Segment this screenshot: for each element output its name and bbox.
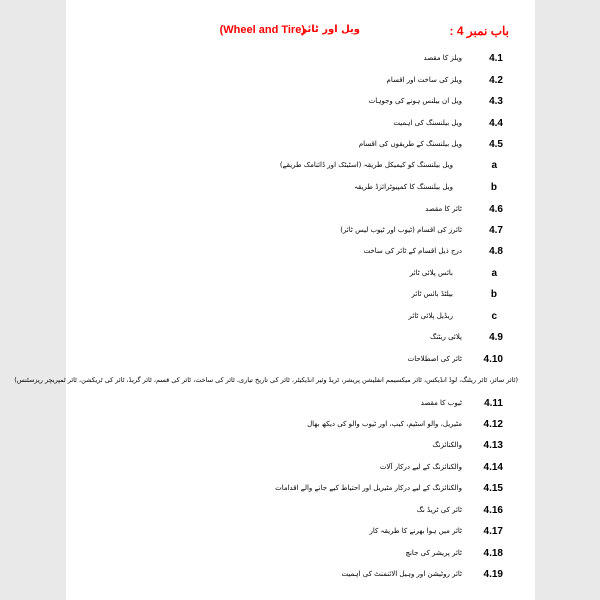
item-number: 4.12	[483, 419, 503, 430]
item-number: 4.10	[483, 354, 503, 365]
item-text: ٹائر میں ہوا بھرنے کا طریقہ کار	[369, 527, 462, 535]
chapter-label: باب نمبر 4 :	[449, 24, 509, 38]
item-number: 4.16	[483, 505, 503, 516]
item-text: والکنائزنگ کے لیے درکار آلات	[379, 463, 462, 471]
item-number: 4.19	[483, 569, 503, 580]
toc-item	[66, 419, 535, 435]
toc-subitem	[66, 160, 535, 176]
document-page	[14, 0, 535, 600]
item-number: 4.5	[489, 139, 503, 150]
toc-item	[66, 75, 535, 91]
item-number: 4.7	[489, 225, 503, 236]
item-number: 4.18	[483, 548, 503, 559]
item-number: 4.8	[489, 246, 503, 257]
item-text: ویل بیلنسنگ کا کمپیوٹرائزڈ طریقہ	[353, 183, 453, 191]
item-letter: b	[490, 289, 497, 300]
item-text: ویلز کا مقصد	[423, 54, 462, 62]
item-text: بیلٹڈ بائس ٹائر	[411, 290, 453, 298]
item-text: مٹیریل، والو اسٹیم، کیپ، اور ٹیوب والو کی دیکھ بھال	[307, 420, 462, 428]
item-text: والکنائزنگ	[432, 441, 462, 449]
item-text: پلائی ریٹنگ	[430, 333, 462, 341]
toc-item	[66, 354, 535, 370]
item-text: ویل بیلنسنگ کی اہمیت	[393, 119, 462, 127]
toc-item	[66, 96, 535, 112]
toc-item	[66, 398, 535, 414]
toc-item	[66, 462, 535, 478]
item-number: 4.2	[489, 75, 503, 86]
chapter-title-urdu: ویل اور ٹائر	[301, 24, 360, 35]
toc-item	[66, 118, 535, 134]
item-text: ٹائر کا مقصد	[425, 205, 462, 213]
item-text: ریڈیل پلائی ٹائر	[408, 312, 453, 320]
toc-subitem	[66, 268, 535, 284]
item-number: 4.1	[489, 53, 503, 64]
toc-item	[66, 332, 535, 348]
table-of-contents	[14, 0, 535, 600]
item-number: 4.15	[483, 483, 503, 494]
item-text: ٹائر کی اصطلاحات	[407, 355, 462, 363]
item-letter: b	[490, 182, 497, 193]
item-letter: a	[491, 160, 497, 171]
item-number: 4.4	[489, 118, 503, 129]
item-number: 4.13	[483, 440, 503, 451]
item-text: ٹیوب کا مقصد	[420, 399, 462, 407]
item-letter: a	[491, 268, 497, 279]
toc-item	[66, 483, 535, 499]
item-text: ٹائر روٹیشن اور وہیل الائنمنٹ کی اہمیت	[341, 570, 462, 578]
toc-subitem	[66, 311, 535, 327]
item-number: 4.11	[484, 398, 503, 409]
toc-item	[66, 526, 535, 542]
tire-terms-note: (ٹائر سائز، ٹائر ریٹنگ، لوڈ انڈیکس، ٹائر میکسیمم انفلیشن پریشر، ٹریڈ وئیر انڈیکیٹر، ٹائر کی تاریخ تیاری، ٹائر کی ساخت، ٹائر کی قسم، ٹائر گریڈ، ٹائر کی ٹریکشن، ٹائر ٹمپریچر ریزسٹنس)	[14, 376, 518, 384]
item-text: بائس پلائی ٹائر	[409, 269, 453, 277]
toc-subitem	[66, 289, 535, 305]
item-text: ویل ان بیلنس ہونے کی وجوہات	[368, 97, 462, 105]
toc-item	[66, 569, 535, 585]
item-text: ویلز کی ساخت اور اقسام	[386, 76, 462, 84]
toc-item	[66, 204, 535, 220]
toc-item	[66, 246, 535, 262]
item-number: 4.6	[489, 204, 503, 215]
item-number: 4.3	[489, 96, 503, 107]
toc-item	[66, 225, 535, 241]
toc-subitem	[66, 182, 535, 198]
toc-item	[66, 139, 535, 155]
chapter-title-english: (Wheel and Tire)	[219, 24, 305, 36]
item-text: والکنائزنگ کے لیے درکار مٹیریل اور احتیاط کیے جانے والے اقدامات	[275, 484, 462, 492]
item-text: ٹائر پریشر کی جانچ	[405, 549, 462, 557]
item-number: 4.14	[483, 462, 503, 473]
item-text: درج ذیل اقسام کے ٹائر کی ساخت	[363, 247, 462, 255]
item-number: 4.9	[489, 332, 503, 343]
item-text: ویل بیلنسنگ کو کیمیکل طریقہ (اسٹیٹک اور ڈائنامک طریقے)	[279, 161, 453, 169]
toc-item	[66, 440, 535, 456]
toc-item	[66, 548, 535, 564]
toc-item	[66, 505, 535, 521]
item-text: ٹائرز کی اقسام (ٹیوب اور ٹیوب لیس ٹائر)	[340, 226, 462, 234]
item-text: ویل بیلنسنگ کے طریقوں کی اقسام	[358, 140, 462, 148]
item-letter: c	[491, 311, 497, 322]
toc-item	[66, 53, 535, 69]
item-text: ٹائر کی ٹریڈ نگ	[416, 506, 462, 514]
item-number: 4.17	[483, 526, 503, 537]
